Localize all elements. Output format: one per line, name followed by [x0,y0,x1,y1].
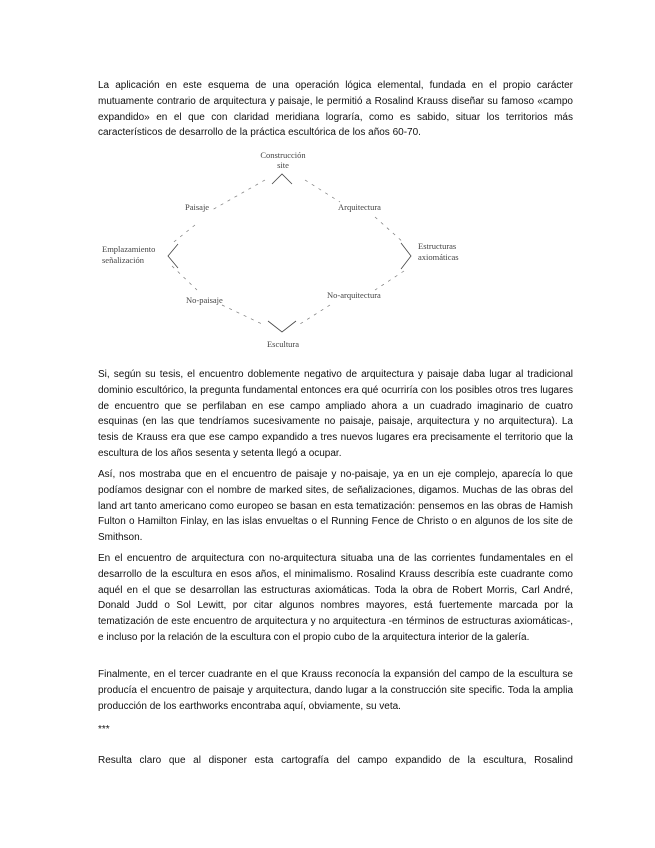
chevron-bottom [268,321,296,332]
label-site: site [277,160,289,170]
intro-paragraph: La aplicación en este esquema de una operación lógica elemental, fundada en el propio carácter mutuamente contrario de arquitectura y paisaje, le permitió a Rosalind Krauss diseñar su famoso «campo expandido» en el que con claridad meridiana lograría, como es sabido, situar los territorios más característicos de desarrollo de la práctica escultórica de los años 60-70. [98,80,573,139]
label-emplazamiento: Emplazamiento [102,244,156,254]
paragraph-5: Resulta claro que al disponer esta cartografía del campo expandido de la escultura, Rosalind [98,755,573,766]
separator: *** [98,724,110,735]
paragraph-2: Así, nos mostraba que en el encuentro de paisaje y no-paisaje, ya en un eje complejo, aparecía lo que podíamos designar con el nombre de marked sites, de señalizaciones, digamos. Muchas de las obras del land art tanto americano como europeo se basan en esta tematización: pensemos en las obras de Hamish Fulton o Hamilton Finlay, en las islas envueltas o el Running Fence de Christo o en algunos de los site de Smithson. [98,469,573,544]
label-paisaje: Paisaje [185,202,210,212]
label-escultura: Escultura [266,339,300,349]
paragraph-1: Si, según su tesis, el encuentro doblemente negativo de arquitectura y paisaje daba lugar al tradicional dominio escultórico, la pregunta fundamental entonces era qué ocurriría con los posibles otros tres lugares de encuentro que se perfilaban en ese campo ampliado ahora a un cuadrado imaginario de cuatro esquinas (en las que tendríamos sucesivamente no paisaje, paisaje, arquitectura y no arquitectura). La tesis de Krauss era que ese campo expandido a tres nuevos lugares era precisamente el territorio que la escultura de los años sesenta y setenta llegó a ocupar. [98,369,573,459]
chevron-left [168,244,178,268]
edge-left-upper [170,225,195,245]
label-no-paisaje: No-paisaje [186,295,223,305]
paragraph-3: En el encuentro de arquitectura con no-arquitectura situaba una de las corrientes fundamentales en el desarrollo de la escultura en esos años, el minimalismo. Rosalind Krauss describía este cuadrante como aquél en el que se desarrollan las estructuras axiomáticas. Toda la obra de Robert Morris, Carl André, Donald Judd o Sol Lewitt, por citar algunos nombres mayores, está fuertemente marcada por la tematización de este encuentro de arquitectura y no arquitectura -en términos de estructuras axiomáticas-, e incluso por la relación de la escultura con el propio cubo de la arquitectura interior de la galería. [98,553,573,643]
label-estructuras: Estructuras [418,241,457,251]
edge-bottom-right [300,305,330,324]
chevron-top [272,174,292,184]
edge-top-left [212,180,265,210]
label-axiomaticas: axiomáticas [418,252,459,262]
edge-right-upper [375,217,404,243]
paragraph-4: Finalmente, en el tercer cuadrante en el que Krauss reconocía la expansión del campo de la escultura se producía el encuentro de paisaje y arquitectura, dando lugar a la construcción site specific. Toda la amplia producción de los earthworks encontraba aquí, obviamente, su veta. [98,669,573,712]
edge-left-lower [172,266,197,290]
label-senalizacion: señalización [102,255,145,265]
edge-bottom-left [222,305,262,324]
edge-top-right [305,180,340,202]
edge-right-lower [375,271,404,290]
chevron-right [401,243,411,269]
label-construccion: Construcción [260,150,306,160]
label-arquitectura: Arquitectura [338,202,381,212]
label-no-arquitectura: No-arquitectura [327,290,381,300]
